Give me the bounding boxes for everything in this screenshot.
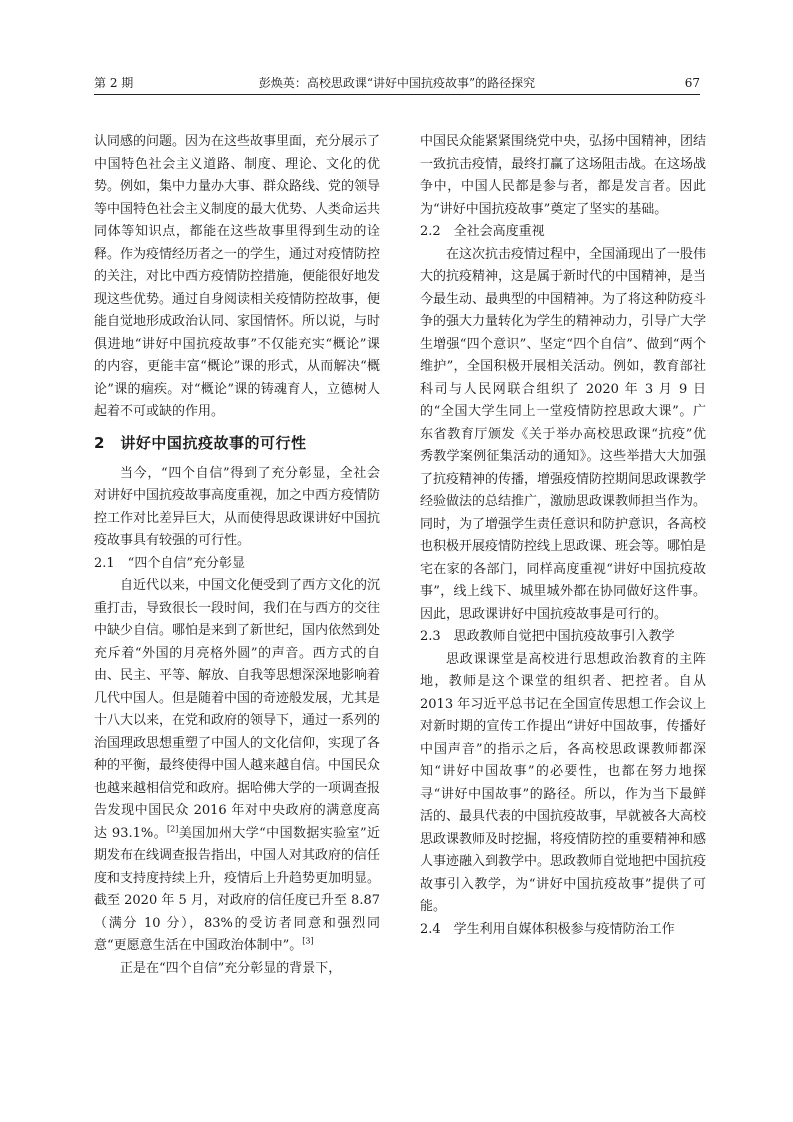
paragraph: 正是在“四个自信”充分彰显的背景下， bbox=[120, 960, 342, 976]
paragraph-text: 美国加州大学“中国数据实验室”近期发布在线调查报告指出，中国人对其政府的信任度和支持度持续上升，疫情后上升趋势更加明显。截至 2020 年 5 月，对政府的信任度已升至 8.87（满分 10 分），83%的受访者同意和强烈同意“更愿意生活在中国政治体制中”。 bbox=[94, 825, 381, 953]
right-column bbox=[420, 131, 706, 941]
paragraph: 当今，“四个自信”得到了充分彰显，全社会对讲好中国抗疫故事高度重视，加之中西方疫情防控工作对比差异巨大，从而使得思政课讲好中国抗疫故事具有较强的可行性。 bbox=[94, 465, 381, 548]
paragraph-text: 自近代以来，中国文化便受到了西方文化的沉重打击，导致很长一段时间，我们在与西方的交往中缺少自信。哪怕是来到了新世纪，国内依然到处充斥着“外国的月亮格外圆”的声音。西方式的自由、民主、平等、解放、自我等思想深深地影响着几代中国人。但是随着中国的奇迹般发展，尤其是十八大以来，在党和政府的领导下，通过一系列的治国理政思想重塑了中国人的文化信仰，实现了各种的平衡，最终使得中国人越来越自信。中国民众也越来越相信党和政府。据哈佛大学的一项调查报告发现中国民众 2016 年对中央政府的满意度高达 93.1%。 bbox=[94, 578, 381, 841]
paragraph: 中国民众能紧紧围绕党中央，弘扬中国精神，团结一致抗击疫情，最终打赢了这场阻击战。在这场战争中，中国人民都是参与者，都是发言者。因此为“讲好中国抗疫故事”奠定了坚实的基础。 bbox=[420, 134, 707, 217]
subsection-heading: 2.4 学生利用自媒体积极参与疫情防治工作 bbox=[420, 921, 675, 937]
page-number: 67 bbox=[684, 76, 700, 90]
paragraph bbox=[94, 575, 380, 958]
running-header bbox=[94, 76, 700, 94]
section-heading: 2 讲好中国抗疫故事的可行性 bbox=[94, 433, 307, 452]
paragraph: 认同感的问题。因为在这些故事里面，充分展示了中国特色社会主义道路、制度、理论、文化的优势。例如，集中力量办大事、群众路线、党的领导等中国特色社会主义制度的最大优势、人类命运共同体等知识点，都能在这些故事里得到生动的诠释。作为疫情经历者之一的学生，通过对疫情防控的关注，对比中西方疫情防控措施，便能很好地发现这些优势。通过自身阅读相关疫情防控故事，便能自觉地形成政治认同、家国情怀。所以说，与时俱进地“讲好中国抗疫故事”不仅能充实“概论”课的内容，更能丰富“概论”课的形式，从而解决“概论”课的痼疾。对“概论”课的铸魂育人，立德树人起着不可或缺的作用。 bbox=[94, 134, 381, 419]
issue-number: 第 2 期 bbox=[94, 76, 134, 90]
citation-ref: [2] bbox=[167, 824, 179, 834]
running-title: 彭焕英：高校思政课“讲好中国抗疫故事”的路径探究 bbox=[258, 76, 536, 90]
subsection-heading: 2.1 “四个自信”充分彰显 bbox=[94, 555, 245, 571]
paragraph: 思政课课堂是高校进行思想政治教育的主阵地，教师是这个课堂的组织者、把控者。自从 2013 年习近平总书记在全国宣传思想工作会议上对新时期的宣传工作提出“讲好中国故事，传播好中国声音”的指示之后，各高校思政课教师都深知“讲好中国故事”的必要性，也都在努力地探寻“讲好中国故事”的路径。所以，作为当下最鲜活的、最具代表的中国抗疫故事，早就被各大高校思政课教师及时挖掘，将疫情防控的重要精神和感人事迹融入到教学中。思政教师自觉地把中国抗疫故事引入教学，为“讲好中国抗疫故事”提供了可能。 bbox=[420, 651, 707, 914]
subsection-heading: 2.3 思政教师自觉把中国抗疫故事引入教学 bbox=[420, 629, 675, 644]
citation-ref: [3] bbox=[302, 936, 314, 946]
subsection-heading: 2.2 全社会高度重视 bbox=[420, 224, 545, 239]
header-rule bbox=[94, 94, 700, 95]
paragraph: 在这次抗击疫情过程中，全国涌现出了一股伟大的抗疫精神，这是属于新时代的中国精神，是当今最生动、最典型的中国精神。为了将这种防疫斗争的强大力量转化为学生的精神动力，引导广大学生增强“四个意识”、坚定“四个自信”、做到“两个维护”，全国积极开展相关活动。例如，教育部社科司与人民网联合组织了 2020 年 3 月 9 日的“全国大学生同上一堂疫情防控思政大课”。广东省教育厅颁发《关于举办高校思政课“抗疫”优秀教学案例征集活动的通知》。这些举措大大加强了抗疫精神的传播，增强疫情防控期间思政课教学经验做法的总结推广，激励思政课教师担当作为。同时，为了增强学生责任意识和防护意识，各高校也积极开展疫情防控线上思政课、班会等。哪怕是宅在家的各部门，同样高度重视“讲好中国抗疫故事”，线上线下、城里城外都在协同做好这件事。因此，思政课讲好中国抗疫故事是可行的。 bbox=[420, 246, 707, 622]
left-column bbox=[94, 131, 380, 980]
